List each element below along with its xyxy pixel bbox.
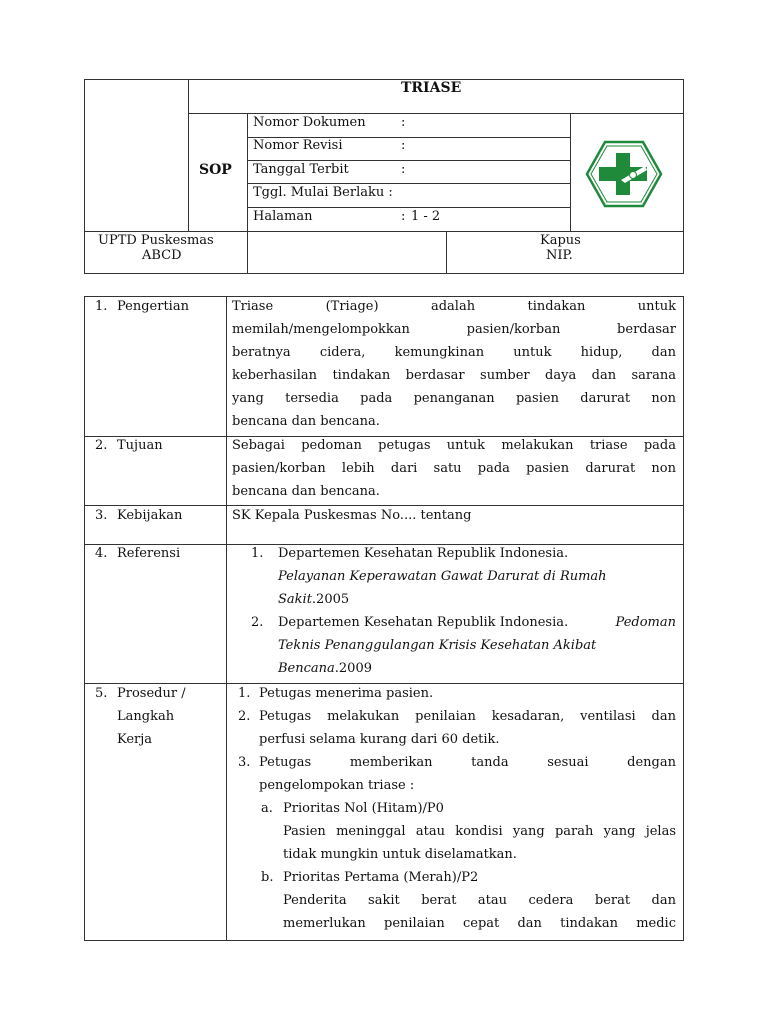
ref-line [278, 615, 676, 630]
step-text: Petugas menerima pasien. [259, 686, 434, 701]
priority-desc: Pasien meninggal atau kondisi yang parah yang jelas [283, 824, 676, 839]
field-sep: : [401, 209, 406, 224]
paragraph-line: bencana dan bencana. [232, 484, 380, 499]
section-title-tujuan: Tujuan [117, 438, 163, 453]
field-value-halaman: 1 - 2 [411, 209, 441, 224]
paragraph-line: bencana dan bencana. [232, 414, 380, 429]
ref-title-italic [278, 592, 349, 607]
step-number: 2. [238, 709, 251, 724]
paragraph-line: yang tersedia pada penanganan pasien darurat non [232, 391, 676, 406]
ref-title-italic-end: Bencana [278, 661, 335, 676]
ref-title-start: Pedoman [615, 615, 676, 630]
head-nip: NIP. [546, 248, 573, 263]
field-label-tanggal-terbit: Tanggal Terbit [253, 162, 349, 177]
ref-year: .2009 [334, 661, 372, 676]
puskesmas-logo-icon [585, 140, 663, 208]
section-number: 5. [95, 686, 108, 701]
ref-title-italic: Pelayanan Keperawatan Gawat Darurat di Rumah [278, 569, 607, 584]
ref-author: Departemen Kesehatan Republik Indonesia. [278, 615, 569, 630]
paragraph-line: SK Kepala Puskesmas No.... tentang [232, 508, 472, 523]
priority-title: Prioritas Nol (Hitam)/P0 [283, 801, 444, 816]
unit-name-line2: ABCD [142, 248, 182, 263]
section-title-referensi: Referensi [117, 546, 181, 561]
step-text: pengelompokan triase : [259, 778, 415, 793]
field-label-tggl-mulai: Tggl. Mulai Berlaku : [253, 185, 393, 200]
priority-letter: a. [261, 801, 273, 816]
section-number: 3. [95, 508, 108, 523]
ref-title-italic-end: Sakit [278, 592, 312, 607]
head-title: Kapus [540, 233, 581, 248]
step-text: perfusi selama kurang dari 60 detik. [259, 732, 500, 747]
field-sep: : [401, 115, 406, 130]
ref-year: .2005 [311, 592, 350, 607]
ref-number: 2. [251, 615, 264, 630]
ref-title-italic: Teknis Penanggulangan Krisis Kesehatan Akibat [278, 638, 597, 653]
step-number: 3. [238, 755, 251, 770]
paragraph-line: Sebagai pedoman petugas untuk melakukan triase pada [232, 438, 676, 453]
paragraph-line: Triase (Triage) adalah tindakan untuk [232, 299, 676, 314]
ref-line: Departemen Kesehatan Republik Indonesia. [278, 546, 569, 561]
section-title-prosedur: Langkah [117, 709, 175, 724]
field-label-nomor-revisi: Nomor Revisi [253, 138, 343, 153]
step-text: Petugas melakukan penilaian kesadaran, ventilasi dan [259, 709, 676, 724]
priority-desc: Penderita sakit berat atau cedera berat dan [283, 893, 676, 908]
sop-label: SOP [199, 162, 232, 178]
step-number: 1. [238, 686, 251, 701]
section-title-prosedur: Prosedur / [117, 686, 186, 701]
priority-desc: tidak mungkin untuk diselamatkan. [283, 847, 517, 862]
paragraph-line: keberhasilan tindakan berdasar sumber daya dan sarana [232, 368, 676, 383]
ref-title-italic [278, 661, 372, 676]
section-number: 1. [95, 299, 108, 314]
section-title-pengertian: Pengertian [117, 299, 189, 314]
paragraph-line: beratnya cidera, kemungkinan untuk hidup, dan [232, 345, 676, 360]
section-title-prosedur: Kerja [117, 732, 153, 747]
document-title: TRIASE [401, 80, 462, 96]
section-number: 2. [95, 438, 108, 453]
section-title-kebijakan: Kebijakan [117, 508, 183, 523]
paragraph-line: pasien/korban lebih dari satu pada pasien darurat non [232, 461, 676, 476]
field-label-halaman: Halaman [253, 209, 313, 224]
field-sep: : [401, 162, 406, 177]
unit-name-line1: UPTD Puskesmas [98, 233, 214, 248]
field-label-nomor-dokumen: Nomor Dokumen [253, 115, 366, 130]
section-number: 4. [95, 546, 108, 561]
priority-title: Prioritas Pertama (Merah)/P2 [283, 870, 479, 885]
priority-letter: b. [261, 870, 274, 885]
field-sep: : [401, 138, 406, 153]
step-text: Petugas memberikan tanda sesuai dengan [259, 755, 676, 770]
priority-desc: memerlukan penilaian cepat dan tindakan medic [283, 916, 676, 931]
paragraph-line: memilah/mengelompokkan pasien/korban berdasar [232, 322, 676, 337]
ref-number: 1. [251, 546, 264, 561]
